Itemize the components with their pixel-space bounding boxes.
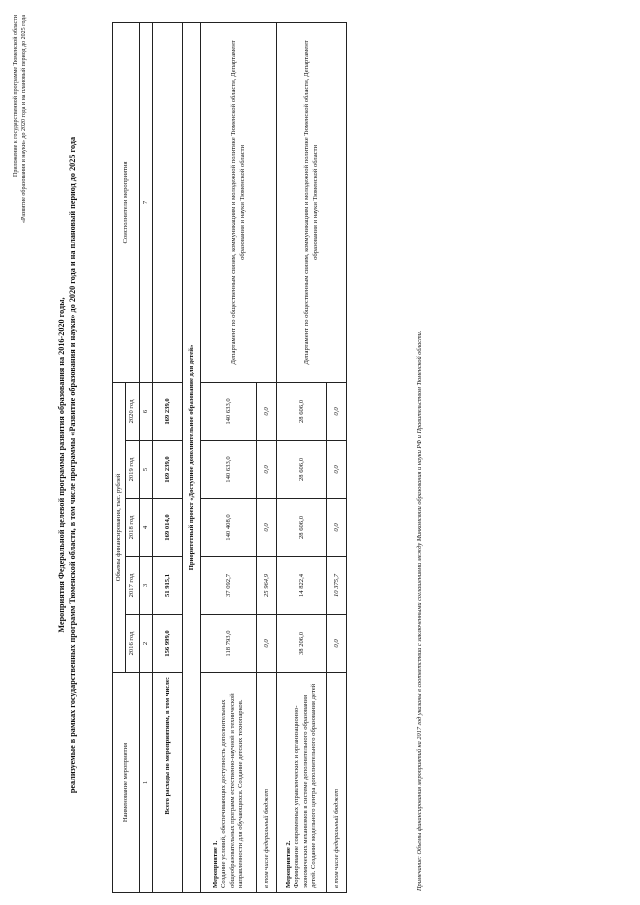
header-year: 2020 год	[126, 382, 139, 440]
federal-value: 0,0	[257, 382, 277, 440]
measure-row	[277, 22, 327, 892]
federal-label: в том числе федеральный бюджет	[257, 673, 277, 893]
col-number: 4	[139, 499, 152, 557]
federal-value: 0,0	[257, 615, 277, 673]
title-line-1: Мероприятия Федеральной целевой программы развития образования на 2016-2020 годы,	[57, 297, 66, 633]
header-name: Наименование мероприятия	[113, 673, 140, 893]
federal-value: 0,0	[257, 441, 277, 499]
header-executors: Соисполнители мероприятия	[113, 22, 140, 382]
col-number: 6	[139, 382, 152, 440]
header-year: 2018 год	[126, 499, 139, 557]
total-label: Всего расходы по мероприятиям, в том числе:	[153, 673, 183, 893]
header-row-numbers	[139, 22, 152, 892]
measure-value: 140 408,0	[201, 499, 257, 557]
measure-value: 38 206,0	[277, 615, 327, 673]
section-title: Приоритетный проект «Доступное дополнительное образование для детей»	[183, 22, 201, 892]
appendix-line-2: «Развитие образования и науки» до 2020 года и на плановый период до 2025 года	[21, 15, 27, 223]
measure-title: Мероприятие 2.	[284, 840, 292, 888]
measure-text: Формирование современных управленческих и организационно-экономических механизмов в системе дополнительного образования детей. Создание модельного центра дополнительного образования детей	[293, 683, 318, 888]
measure-value: 28 606,0	[277, 441, 327, 499]
funding-table	[112, 22, 347, 893]
total-value: 156 999,0	[153, 615, 183, 673]
measure-description	[277, 673, 327, 893]
total-value: 169 239,0	[153, 441, 183, 499]
federal-value: 0,0	[327, 615, 347, 673]
header-year: 2019 год	[126, 441, 139, 499]
col-number: 2	[139, 615, 152, 673]
header-year: 2017 год	[126, 557, 139, 615]
total-value: 51 915,1	[153, 557, 183, 615]
col-number: 3	[139, 557, 152, 615]
federal-value: 0,0	[257, 499, 277, 557]
measure-row	[201, 22, 257, 892]
measure-title: Мероприятие 1.	[211, 840, 219, 888]
federal-value: 0,0	[327, 441, 347, 499]
col-number: 1	[139, 673, 152, 893]
appendix-line-1: Приложение к государственной программе Тюменской области	[13, 15, 19, 177]
title-line-2: реализуемые в рамках государственных программ Тюменской области, в том числе программы «Развитие образования и науки» до 2020 года и на плановый период до 2025 года	[68, 136, 77, 794]
measure-text: Создание условий, обеспечивающих доступность дополнительных общеобразовательных программ естественно-научной и технической направленности для обучающихся. Создание детских технопарков.	[220, 693, 245, 888]
total-value: 169 014,0	[153, 499, 183, 557]
measure-executors: Департамент по общественным связям, коммуникациям и молодежной политике Тюменской области, Департамент образования и науки Тюменской области	[277, 22, 347, 382]
measure-value: 140 633,0	[201, 382, 257, 440]
federal-value: 0,0	[327, 499, 347, 557]
col-number: 5	[139, 441, 152, 499]
federal-value: 0,0	[327, 382, 347, 440]
document-title	[56, 85, 78, 845]
header-funding: Объемы финансирования, тыс. рублей	[113, 382, 126, 672]
measure-value: 140 633,0	[201, 441, 257, 499]
measure-value: 28 606,0	[277, 499, 327, 557]
measure-executors: Департамент по общественным связям, коммуникациям и молодежной политике Тюменской области, Департамент образования и науки Тюменской области	[201, 22, 277, 382]
footnote: Примечание: Объемы финансирования мероприятий на 2017 год указаны в соответствии с заключенными соглашениями между Минкомсвязи образования и науки РФ и Правительством Тюменской области.	[416, 330, 423, 891]
appendix-note	[12, 15, 28, 345]
header-year: 2016 год	[126, 615, 139, 673]
federal-value: 25 964,9	[257, 557, 277, 615]
total-row	[153, 22, 183, 892]
section-row	[183, 22, 201, 892]
total-value: 169 239,0	[153, 382, 183, 440]
federal-value: 10 375,7	[327, 557, 347, 615]
measure-value: 28 606,0	[277, 382, 327, 440]
measure-description	[201, 673, 257, 893]
header-row-1	[113, 22, 126, 892]
col-number: 7	[139, 22, 152, 382]
measure-value: 37 092,7	[201, 557, 257, 615]
measure-value: 14 822,4	[277, 557, 327, 615]
total-executors-empty	[153, 22, 183, 382]
measure-value: 118 793,0	[201, 615, 257, 673]
federal-label: в том числе федеральный бюджет	[327, 673, 347, 893]
